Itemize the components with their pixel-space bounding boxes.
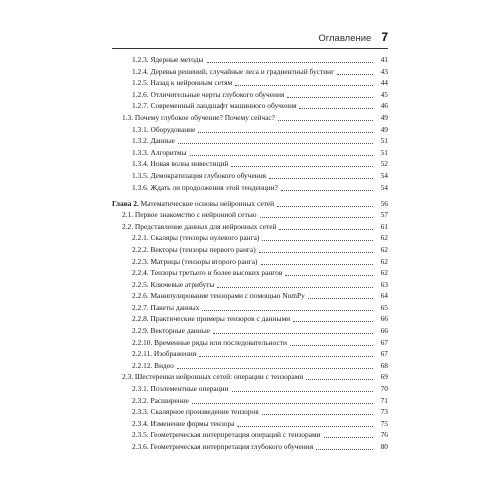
- toc-entry-page: 62: [380, 256, 388, 266]
- entry-text: 2.2.4. Тензоры третьего и более высоких рангов: [132, 268, 283, 278]
- dot-leader: [290, 345, 373, 346]
- toc-entry-title: [132, 257, 258, 267]
- entry-text: 2.3.2. Расширение: [132, 395, 189, 405]
- toc-entry-title: [132, 326, 210, 336]
- toc-entry-title: [132, 338, 287, 348]
- entry-text: 1.2.5. Назад к нейронным сетям: [132, 78, 233, 88]
- toc-entry: [112, 349, 388, 359]
- entry-text: 1.3.4. Новая волна инвестиций: [132, 159, 229, 169]
- dot-leader: [308, 298, 373, 299]
- dot-leader: [217, 287, 373, 288]
- toc-entry: [112, 361, 388, 371]
- entry-text: 1.2.6. Отличительные черты глубокого обучения: [132, 89, 285, 99]
- dot-leader: [202, 310, 373, 311]
- toc-entry-page: 73: [380, 407, 388, 417]
- toc-entry: [112, 148, 388, 158]
- toc-entry-page: 76: [380, 430, 388, 440]
- toc-entry: [112, 67, 388, 77]
- toc-entry-page: 51: [380, 136, 388, 146]
- toc-entry-title: [132, 442, 313, 452]
- toc-entry: [112, 183, 388, 193]
- toc-entry-page: 52: [380, 159, 388, 169]
- toc-entry-page: 54: [380, 170, 388, 180]
- toc-entry-title: [132, 268, 282, 278]
- toc-entry: [112, 233, 388, 243]
- running-title: Оглавление: [318, 33, 372, 44]
- dot-leader: [277, 206, 373, 207]
- toc-entry: [112, 210, 388, 220]
- entry-text: 2.2.2. Векторы (тензоры первого ранга): [132, 244, 256, 254]
- dot-leader: [192, 403, 373, 404]
- toc-entry-title: [112, 199, 274, 209]
- toc-entry-title: [132, 125, 195, 135]
- toc-entry-page: 67: [380, 349, 388, 359]
- toc-entry-title: [132, 245, 256, 255]
- page-number: 7: [381, 30, 388, 44]
- toc-entry: [112, 338, 388, 348]
- dot-leader: [260, 217, 373, 218]
- entry-text: 2.3.1. Поэлементные операции: [132, 384, 229, 394]
- toc-entry-page: 41: [380, 55, 388, 64]
- entry-text: 1.3.6. Ждать ли продолжения этой тенденции?: [132, 182, 278, 192]
- dot-leader: [285, 275, 373, 276]
- toc-entry: [112, 268, 388, 278]
- entry-text: 1.3. Почему глубокое обучение? Почему сейчас?: [122, 112, 275, 122]
- toc-entry-page: 51: [380, 147, 388, 157]
- toc-entry: [112, 257, 388, 267]
- toc-entry-title: [132, 314, 290, 324]
- toc-entry: [112, 199, 388, 209]
- toc-entry-page: 46: [380, 101, 388, 111]
- dot-leader: [237, 426, 373, 427]
- toc-entry: [112, 384, 388, 394]
- toc-entry-title: [132, 90, 284, 100]
- toc-entry-page: 62: [380, 244, 388, 254]
- entry-text: 1.2.4. Деревья решений, случайные леса и градиентный бустинг: [132, 66, 335, 76]
- toc-entry-page: 75: [380, 418, 388, 428]
- dot-leader: [177, 368, 373, 369]
- entry-text: 2.2.10. Временные ряды или последовательности: [132, 337, 287, 347]
- dot-leader: [261, 264, 374, 265]
- toc-entry-title: [132, 148, 187, 158]
- toc-entry-page: 54: [380, 182, 388, 192]
- dot-leader: [337, 74, 373, 75]
- toc-entry-page: 45: [380, 89, 388, 99]
- entry-text: 2.3.4. Изменение формы тензора: [132, 418, 235, 428]
- toc-entry-title: [132, 349, 196, 359]
- toc-entry-page: 56: [380, 198, 388, 208]
- toc-entry: [112, 90, 388, 100]
- toc-entry-page: 49: [380, 124, 388, 134]
- toc-entry-title: [132, 291, 305, 301]
- toc-entry-title: [132, 396, 189, 406]
- entry-text: 1.3.5. Демократизация глубокого обучения: [132, 170, 267, 180]
- toc-entry: [112, 113, 388, 123]
- entry-text: 1.2.3. Ядерные методы: [132, 55, 204, 64]
- dot-leader: [198, 132, 373, 133]
- toc-entry-page: 62: [380, 268, 388, 278]
- dot-leader: [259, 252, 373, 253]
- toc-entry: [112, 280, 388, 290]
- toc-entry-title: [132, 171, 266, 181]
- toc-entry-title: [132, 419, 234, 429]
- toc-entry-page: 80: [380, 442, 388, 451]
- header-rule: [112, 48, 388, 49]
- entry-text: 2.3.5. Геометрическая интерпретация операций с тензорами: [132, 430, 321, 440]
- entry-text: 2.3.3. Скалярное произведение тензоров: [132, 407, 259, 417]
- toc-entry-title: [132, 159, 228, 169]
- toc-entry: [112, 101, 388, 111]
- toc-entry-page: 64: [380, 291, 388, 301]
- dot-leader: [199, 356, 373, 357]
- toc-entry: [112, 372, 388, 382]
- toc-entry: [112, 303, 388, 313]
- toc-entry-page: 57: [380, 210, 388, 220]
- entry-text: 2.2.3. Матрицы (тензоры второго ранга): [132, 256, 258, 266]
- toc-entry: [112, 136, 388, 146]
- dot-leader: [278, 120, 373, 121]
- toc-entry-page: 69: [380, 372, 388, 382]
- dot-leader: [231, 166, 373, 167]
- toc-entry-page: 44: [380, 78, 388, 88]
- toc-entry: [112, 430, 388, 440]
- dot-leader: [293, 321, 373, 322]
- dot-leader: [279, 229, 373, 230]
- toc-entry: [112, 159, 388, 169]
- toc-entry-page: 63: [380, 279, 388, 289]
- toc-entry-title: [132, 407, 259, 417]
- dot-leader: [324, 437, 373, 438]
- toc-entry-page: 61: [380, 221, 388, 231]
- dot-leader: [232, 391, 373, 392]
- dot-leader: [299, 108, 373, 109]
- dot-leader: [306, 379, 373, 380]
- entry-text: 1.2.7. Современный ландшафт машинного обучения: [132, 101, 297, 111]
- toc-entry: [112, 78, 388, 88]
- dot-leader: [262, 414, 373, 415]
- toc-entry: [112, 442, 388, 452]
- dot-leader: [190, 155, 373, 156]
- toc-entry-title: [132, 430, 321, 440]
- entry-text: 2.3.6. Геометрическая интерпретация глубокого обучения: [132, 442, 314, 451]
- toc-entry-page: 70: [380, 384, 388, 394]
- dot-leader: [281, 190, 373, 191]
- toc-entry: [112, 171, 388, 181]
- toc-entry-title: [132, 136, 175, 146]
- entry-text: Математические основы нейронных сетей: [140, 198, 275, 208]
- toc-entry-title: [132, 303, 199, 313]
- toc-entry: [112, 314, 388, 324]
- dot-leader: [207, 62, 374, 63]
- toc-entry-title: [132, 384, 229, 394]
- toc-entry-title: [132, 101, 296, 111]
- toc-entry-title: [132, 280, 214, 290]
- entry-text: 2.2.11. Изображения: [132, 349, 197, 359]
- toc-entry: [112, 396, 388, 406]
- toc-entry-title: [132, 183, 278, 193]
- dot-leader: [262, 240, 373, 241]
- toc-entry-title: [132, 233, 259, 243]
- toc-entry-page: 65: [380, 302, 388, 312]
- toc-entry: [112, 326, 388, 336]
- toc-entry-title: [132, 55, 204, 65]
- toc-entry-page: 49: [380, 112, 388, 122]
- entry-text: 2.2.12. Видео: [132, 360, 174, 370]
- entry-text: 2.3. Шестеренки нейронных сетей: операции с тензорами: [122, 372, 304, 382]
- dot-leader: [235, 85, 373, 86]
- toc-entry-title: [122, 222, 276, 232]
- toc-entry-page: 66: [380, 326, 388, 336]
- toc-entry-page: 67: [380, 337, 388, 347]
- table-of-contents: [112, 55, 388, 454]
- entry-text: 1.3.2. Данные: [132, 136, 175, 146]
- toc-entry-title: [122, 372, 303, 382]
- toc-entry-title: [132, 78, 232, 88]
- toc-entry-title: [122, 210, 257, 220]
- toc-entry: [112, 407, 388, 417]
- toc-entry-page: 62: [380, 233, 388, 243]
- chapter-label: Глава 2.: [112, 198, 139, 208]
- entry-text: 2.1. Первое знакомство с нейронной сетью: [122, 210, 257, 220]
- entry-text: 2.2.6. Манипулирование тензорами с помощью NumPy: [132, 291, 305, 301]
- toc-entry-page: 68: [380, 360, 388, 370]
- entry-text: 2.2.1. Скаляры (тензоры нулевого ранга): [132, 233, 260, 243]
- toc-entry: [112, 291, 388, 301]
- toc-entry-title: [132, 361, 174, 371]
- toc-entry-title: [122, 113, 275, 123]
- toc-entry: [112, 125, 388, 135]
- toc-entry-title: [132, 67, 334, 77]
- entry-text: 2.2.8. Практические примеры тензоров с данными: [132, 314, 291, 324]
- toc-entry: [112, 245, 388, 255]
- entry-text: 1.3.3. Алгоритмы: [132, 147, 187, 157]
- running-header: [112, 30, 388, 46]
- entry-text: 2.2.9. Векторные данные: [132, 326, 210, 336]
- dot-leader: [178, 143, 373, 144]
- dot-leader: [213, 333, 373, 334]
- entry-text: 2.2.5. Ключевые атрибуты: [132, 279, 215, 289]
- entry-text: 2.2. Представление данных для нейронных сетей: [122, 221, 277, 231]
- entry-text: 2.2.7. Пакеты данных: [132, 302, 200, 312]
- dot-leader: [316, 449, 373, 450]
- dot-leader: [287, 97, 373, 98]
- toc-entry-page: 43: [380, 66, 388, 76]
- toc-entry-page: 66: [380, 314, 388, 324]
- toc-entry: [112, 55, 388, 65]
- toc-entry-page: 71: [380, 395, 388, 405]
- toc-entry: [112, 419, 388, 429]
- dot-leader: [269, 178, 373, 179]
- entry-text: 1.3.1. Оборудование: [132, 124, 196, 134]
- toc-entry: [112, 222, 388, 232]
